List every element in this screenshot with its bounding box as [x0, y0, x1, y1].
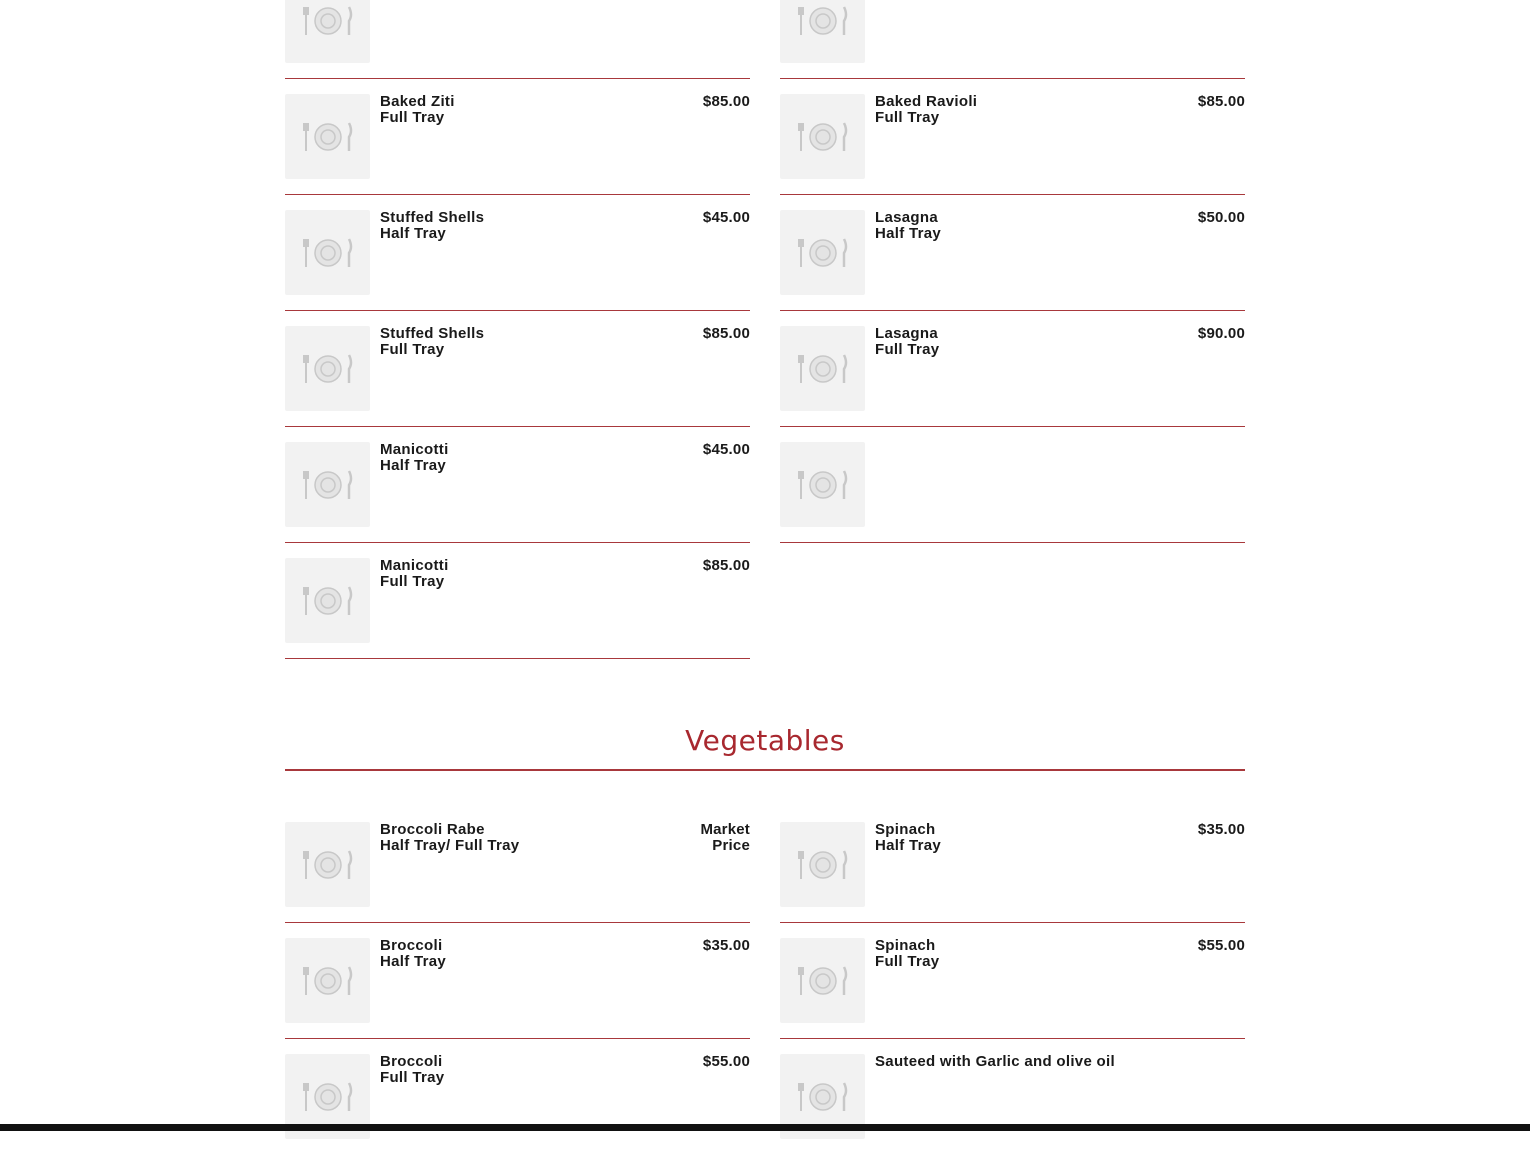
item-price: $55.00 [1197, 937, 1245, 954]
item-name: Lasagna [875, 325, 938, 342]
item-name: Manicotti [380, 441, 449, 458]
item-size: Half Tray [380, 225, 447, 242]
item-price: $55.00 [702, 1053, 750, 1070]
menu-item[interactable] [285, 807, 750, 923]
placeholder-image [285, 0, 370, 63]
item-size: Half Tray/ Full Tray [380, 837, 520, 854]
section-heading-vegetables: Vegetables [685, 724, 845, 757]
menu-item[interactable] [285, 311, 750, 427]
item-size: Full Tray [380, 109, 445, 126]
item-name: Sauteed with Garlic and olive oil [875, 1053, 1115, 1070]
placeholder-image [285, 326, 370, 411]
menu-item[interactable] [780, 311, 1245, 427]
placeholder-image [780, 94, 865, 179]
menu-item[interactable] [780, 195, 1245, 311]
item-size: Full Tray [875, 341, 940, 358]
item-price: $85.00 [702, 325, 750, 342]
placeholder-image [285, 210, 370, 295]
item-size: Full Tray [380, 573, 445, 590]
item-name: Stuffed Shells [380, 325, 485, 342]
section-divider [285, 769, 1245, 771]
menu-item[interactable] [780, 427, 1245, 543]
item-price: $50.00 [1197, 209, 1245, 226]
item-name: Spinach [875, 937, 936, 954]
menu-item[interactable] [780, 807, 1245, 923]
item-price: $85.00 [702, 557, 750, 574]
menu-item[interactable] [285, 195, 750, 311]
item-name: Lasagna [875, 209, 938, 226]
item-price: $45.00 [702, 209, 750, 226]
menu-item[interactable] [285, 427, 750, 543]
item-price: $90.00 [1197, 325, 1245, 342]
item-name: Spinach [875, 821, 936, 838]
item-price: $35.00 [1197, 821, 1245, 838]
placeholder-image [780, 938, 865, 1023]
item-size: Half Tray [380, 953, 447, 970]
item-name: Broccoli Rabe [380, 821, 485, 838]
placeholder-image [285, 94, 370, 179]
item-price: $85.00 [702, 93, 750, 110]
placeholder-image [285, 822, 370, 907]
placeholder-image [780, 442, 865, 527]
bottom-bar [0, 1124, 1530, 1131]
item-name: Stuffed Shells [380, 209, 485, 226]
placeholder-image [285, 558, 370, 643]
placeholder-image [285, 938, 370, 1023]
placeholder-image [780, 210, 865, 295]
item-size: Half Tray [875, 837, 942, 854]
item-size: Full Tray [380, 1069, 445, 1086]
item-price: $45.00 [702, 441, 750, 458]
menu-item[interactable] [780, 0, 1245, 79]
item-size: Full Tray [875, 109, 940, 126]
placeholder-image [780, 822, 865, 907]
menu-item[interactable] [285, 923, 750, 1039]
menu-item[interactable] [285, 0, 750, 79]
item-size: Full Tray [380, 341, 445, 358]
item-name: Broccoli [380, 1053, 443, 1070]
placeholder-image [285, 442, 370, 527]
menu-item[interactable] [285, 1039, 750, 1155]
menu-item[interactable] [780, 923, 1245, 1039]
item-price-line2: Price [712, 837, 750, 854]
item-price: Market [700, 821, 750, 838]
item-size: Full Tray [875, 953, 940, 970]
menu-item[interactable] [780, 1039, 1245, 1155]
menu-item[interactable] [285, 543, 750, 659]
item-size: Half Tray [380, 457, 447, 474]
menu-container [285, 0, 1245, 1131]
item-name: Baked Ravioli [875, 93, 978, 110]
item-price: $35.00 [702, 937, 750, 954]
item-price: $85.00 [1197, 93, 1245, 110]
placeholder-image [780, 326, 865, 411]
item-name: Baked Ziti [380, 93, 455, 110]
item-name: Broccoli [380, 937, 443, 954]
item-name: Manicotti [380, 557, 449, 574]
menu-item[interactable] [285, 79, 750, 195]
menu-item[interactable] [780, 79, 1245, 195]
placeholder-image [780, 0, 865, 63]
item-size: Half Tray [875, 225, 942, 242]
